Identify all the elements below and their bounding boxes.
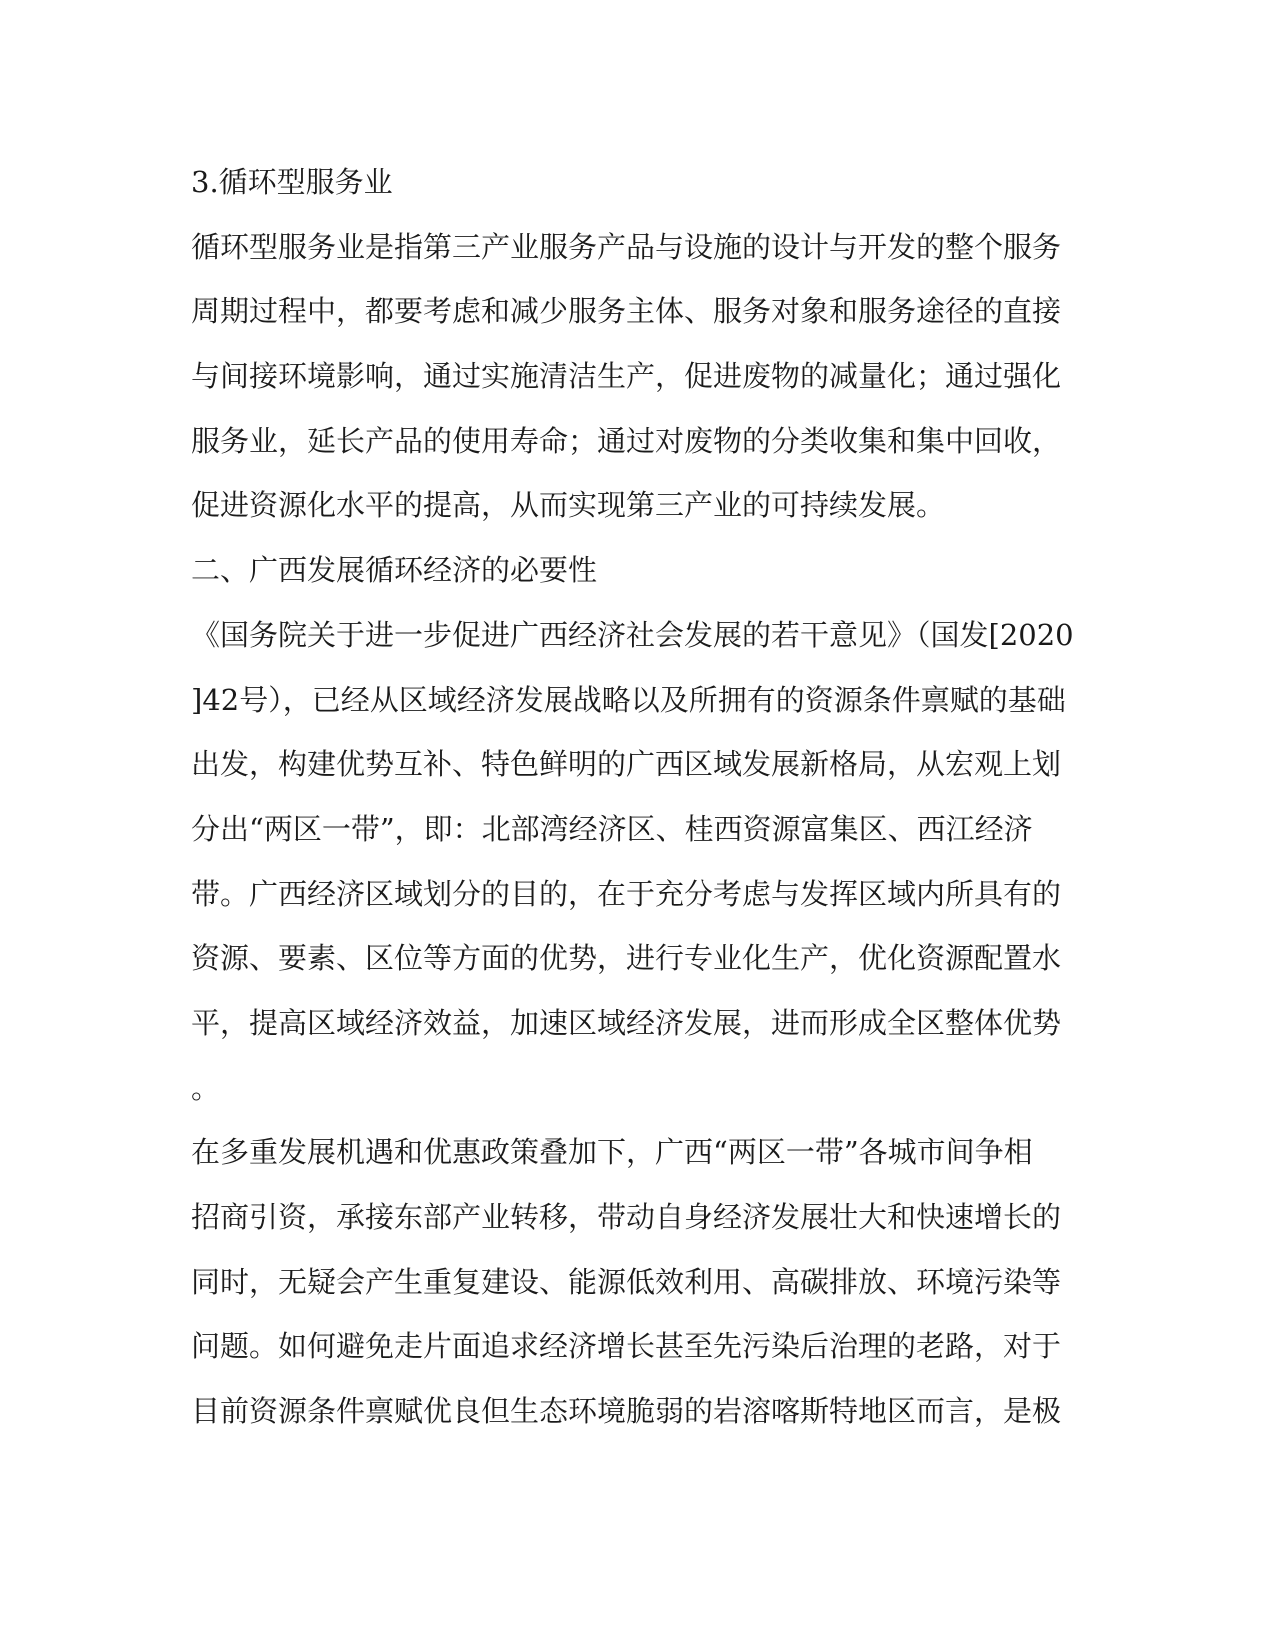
text-line: 《国务院关于进一步促进广西经济社会发展的若干意见》（国发[2020 [191,617,1074,652]
text-line: 问题。如何避免走片面追求经济增长甚至先污染后治理的老路，对于 [191,1329,1062,1364]
text-line: 平，提高区域经济效益，加速区域经济发展，进而形成全区整体优势 [191,1005,1062,1040]
text-line: 服务业，延长产品的使用寿命；通过对废物的分类收集和集中回收， [191,423,1062,458]
text-line: 周期过程中，都要考虑和减少服务主体、服务对象和服务途径的直接 [191,294,1062,329]
text-line: 招商引资，承接东部产业转移，带动自身经济发展壮大和快速增长的 [191,1200,1062,1234]
section-heading-circular-service: 3.循环型服务业 [191,165,393,199]
body-text [191,150,1091,1444]
text-line: 资源、要素、区位等方面的优势，进行专业化生产，优化资源配置水 [191,941,1062,976]
text-line: 促进资源化水平的提高，从而实现第三产业的可持续发展。 [191,488,946,523]
text-line: ]42号），已经从区域经济发展战略以及所拥有的资源条件禀赋的基础 [191,682,1066,717]
text-line: 与间接环境影响，通过实施清洁生产，促进废物的减量化；通过强化 [191,359,1062,394]
section-heading-necessity: 二、广西发展循环经济的必要性 [191,553,598,588]
text-line: 带。广西经济区域划分的目的，在于充分考虑与发挥区域内所具有的 [191,876,1062,911]
text-line: 出发，构建优势互补、特色鲜明的广西区域发展新格局，从宏观上划 [191,747,1062,782]
text-line: 在多重发展机遇和优惠政策叠加下，广西“两区一带”各城市间争相 [191,1135,1033,1170]
text-line: 循环型服务业是指第三产业服务产品与设施的设计与开发的整个服务 [191,229,1062,264]
text-line: 。 [191,1070,221,1105]
text-line: 同时，无疑会产生重复建设、能源低效利用、高碳排放、环境污染等 [191,1264,1062,1299]
text-line: 分出“两区一带”，即：北部湾经济区、桂西资源富集区、西江经济 [191,811,1033,846]
text-line: 目前资源条件禀赋优良但生态环境脆弱的岩溶喀斯特地区而言，是极 [191,1394,1062,1429]
